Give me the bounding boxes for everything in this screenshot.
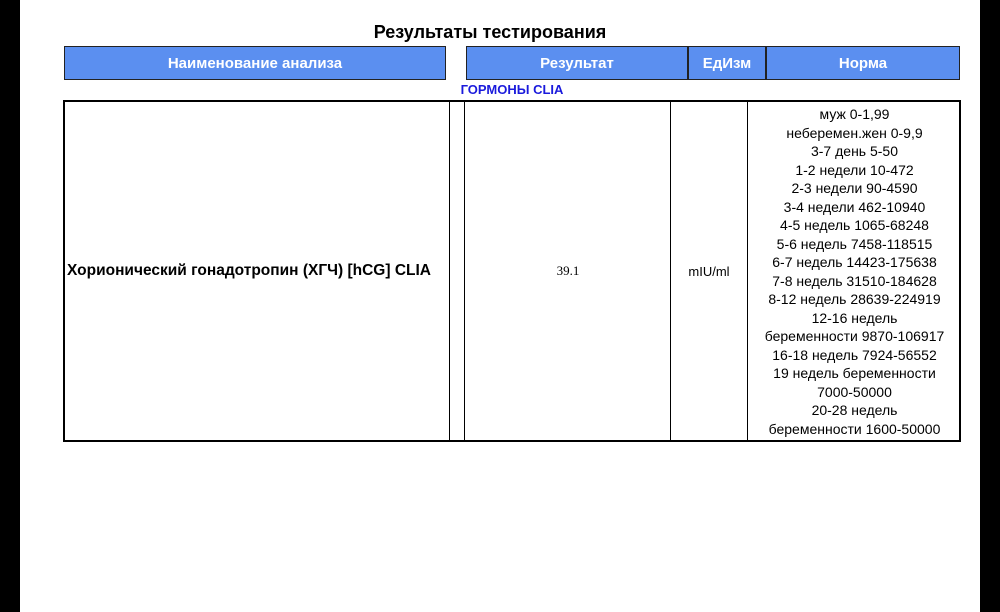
norm-line: беременности 1600-50000 bbox=[768, 420, 941, 437]
table-row bbox=[63, 100, 961, 442]
result-value: 39.1 bbox=[556, 263, 580, 278]
norm-line: 12-16 недель bbox=[811, 309, 898, 326]
analysis-name: Хорионический гонадотропин (ХГЧ) [hCG] CLIA bbox=[67, 262, 431, 279]
norm-line: 2-3 недели 90-4590 bbox=[791, 180, 918, 196]
norm-line: 5-6 недель 7458-118515 bbox=[776, 235, 933, 252]
norm-line: 16-18 недель 7924-56552 bbox=[772, 346, 937, 363]
norm-line: беременности 9870-106917 bbox=[764, 328, 945, 344]
norm-line: неберемен.жен 0-9,9 bbox=[786, 124, 923, 141]
norm-line: 3-4 недели 462-10940 bbox=[783, 198, 926, 215]
document-page bbox=[20, 0, 980, 612]
column-header-norm: Норма bbox=[766, 46, 960, 80]
column-header-unit: ЕдИзм bbox=[688, 46, 766, 80]
cell-divider bbox=[464, 102, 465, 440]
norm-ranges bbox=[748, 105, 961, 438]
norm-line: 4-5 недель 1065-68248 bbox=[780, 217, 929, 233]
norm-line: 20-28 недель bbox=[811, 402, 898, 418]
page-title: Результаты тестирования bbox=[373, 22, 607, 42]
cell-divider bbox=[449, 102, 450, 440]
column-header-name: Наименование анализа bbox=[64, 46, 446, 80]
norm-line: 7000-50000 bbox=[817, 383, 892, 400]
norm-line: муж 0-1,99 bbox=[819, 106, 890, 122]
norm-line: 19 недель беременности bbox=[773, 365, 936, 381]
section-title: ГОРМОНЫ CLIA bbox=[460, 82, 564, 97]
norm-line: 7-8 недель 31510-184628 bbox=[772, 272, 937, 289]
column-header-result: Результат bbox=[466, 46, 688, 80]
norm-line: 8-12 недель 28639-224919 bbox=[768, 291, 941, 307]
norm-line: 1-2 недели 10-472 bbox=[795, 161, 914, 178]
norm-line: 3-7 день 5-50 bbox=[810, 143, 898, 159]
norm-line: 6-7 недель 14423-175638 bbox=[772, 254, 937, 270]
unit-value: mIU/ml bbox=[688, 263, 730, 279]
